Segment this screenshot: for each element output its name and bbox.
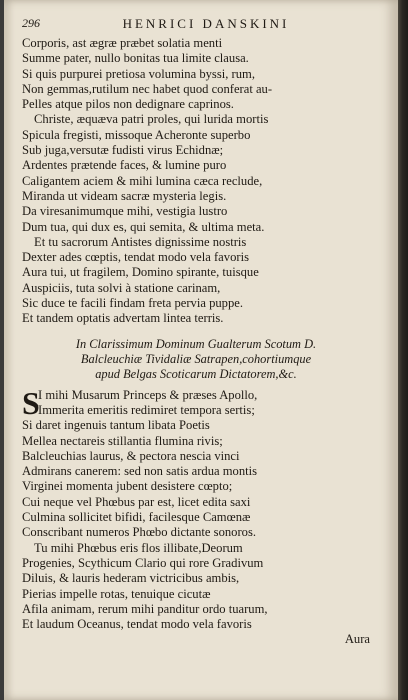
page-content bbox=[22, 16, 370, 648]
poem-line: Miranda ut videam sacræ mysteria legis. bbox=[22, 188, 227, 203]
poem-line: Diluis, & lauris hederam victricibus ambis, bbox=[22, 571, 240, 586]
running-head bbox=[22, 16, 370, 36]
poem-line: Non gemmas,rutilum nec habet quod conferat au- bbox=[22, 81, 273, 96]
running-title: HENRICI DANSKINI bbox=[122, 16, 290, 31]
poem-line: Aura tui, ut fragilem, Domino spirante, tuisque bbox=[22, 265, 259, 280]
poem-line: Dexter ades cœptis, tendat modo vela favoris bbox=[22, 250, 249, 265]
poem-line: Dum tua, qui dux es, qui semita, & ultima meta. bbox=[22, 219, 265, 234]
poem-line: Cui neque vel Phœbus par est, licet edita saxi bbox=[22, 494, 251, 509]
poem-line: Pelles atque pilos non dedignare caprinos. bbox=[22, 97, 234, 112]
dedication-heading bbox=[22, 337, 370, 382]
poem-line: Spicula fregisti, missoque Acheronte superbo bbox=[22, 127, 251, 142]
poem-line: Virginei momenta jubent desistere cœpto; bbox=[22, 479, 233, 494]
book-page bbox=[4, 0, 398, 700]
poem-line: Christe, æquæva patri proles, qui lurida mortis bbox=[34, 112, 269, 127]
poem-line: Pierias impelle rotas, tenuique cicutæ bbox=[22, 586, 211, 601]
poem-line: Immerita emeritis redimiret tempora sertis; bbox=[38, 402, 255, 417]
poem-line: Corporis, ast ægræ præbet solatia menti bbox=[22, 36, 223, 50]
poem-line: Balcleuchias laurus, & pectora nescia vinci bbox=[22, 448, 240, 463]
poem-line: Et tandem optatis advertam lintea terris. bbox=[22, 311, 224, 326]
poem-line: Si daret ingenuis tantum libata Poetis bbox=[22, 418, 210, 433]
poem-line: Auspiciis, tuta solvi à statione carinam, bbox=[22, 280, 221, 295]
poem-line: I mihi Musarum Princeps & præses Apollo, bbox=[38, 387, 258, 402]
poem-line: Afila animam, rerum mihi panditur ordo tuarum, bbox=[22, 601, 268, 616]
poem-1 bbox=[22, 36, 370, 327]
poem-line: Et tu sacrorum Antistes dignissime nostris bbox=[34, 234, 247, 249]
dedication-line: apud Belgas Scoticarum Dictatorem,&c. bbox=[95, 366, 297, 381]
dedication-line: In Clarissimum Dominum Gualterum Scotum D. bbox=[75, 336, 317, 351]
poem-line: Tu mihi Phœbus eris flos illibate,Deorum bbox=[34, 540, 243, 555]
poem-line: Et laudum Oceanus, tendat modo vela favoris bbox=[22, 617, 252, 632]
poem-line: Admirans canerem: sed non satis ardua montis bbox=[22, 464, 258, 479]
dedication-line: Balcleuchiæ Tividaliæ Satrapen,cohortiumque bbox=[80, 351, 312, 366]
poem-line: Sic duce te facili findam freta pervia puppe. bbox=[22, 296, 243, 311]
catchword: Aura bbox=[344, 632, 370, 647]
poem-line: Si quis purpurei pretiosa volumina byssi, rum, bbox=[22, 66, 255, 81]
poem-line: Mellea nectareis stillantia flumina rivis; bbox=[22, 433, 223, 448]
poem-line: Da viresanimumque mihi, vestigia lustro bbox=[22, 204, 228, 219]
poem-line: Ardentes prætende faces, & lumine puro bbox=[22, 158, 227, 173]
poem-line: Caligantem aciem & mihi lumina cæca reclude, bbox=[22, 173, 263, 188]
poem-2 bbox=[22, 384, 370, 648]
poem-line: Progenies, Scythicum Clario qui rore Gradivum bbox=[22, 555, 264, 570]
drop-cap: S bbox=[22, 384, 40, 421]
poem-line: Culmina sollicitet bifidi, facilesque Camœnæ bbox=[22, 510, 251, 525]
poem-line: Conscribant numeros Phœbo dictante sonoros. bbox=[22, 525, 257, 540]
page-number: 296 bbox=[22, 16, 40, 30]
poem-line: Sub juga,versutæ fudisti virus Echidnæ; bbox=[22, 143, 224, 158]
poem-line: Summe pater, nullo bonitas tua limite clausa. bbox=[22, 51, 249, 66]
